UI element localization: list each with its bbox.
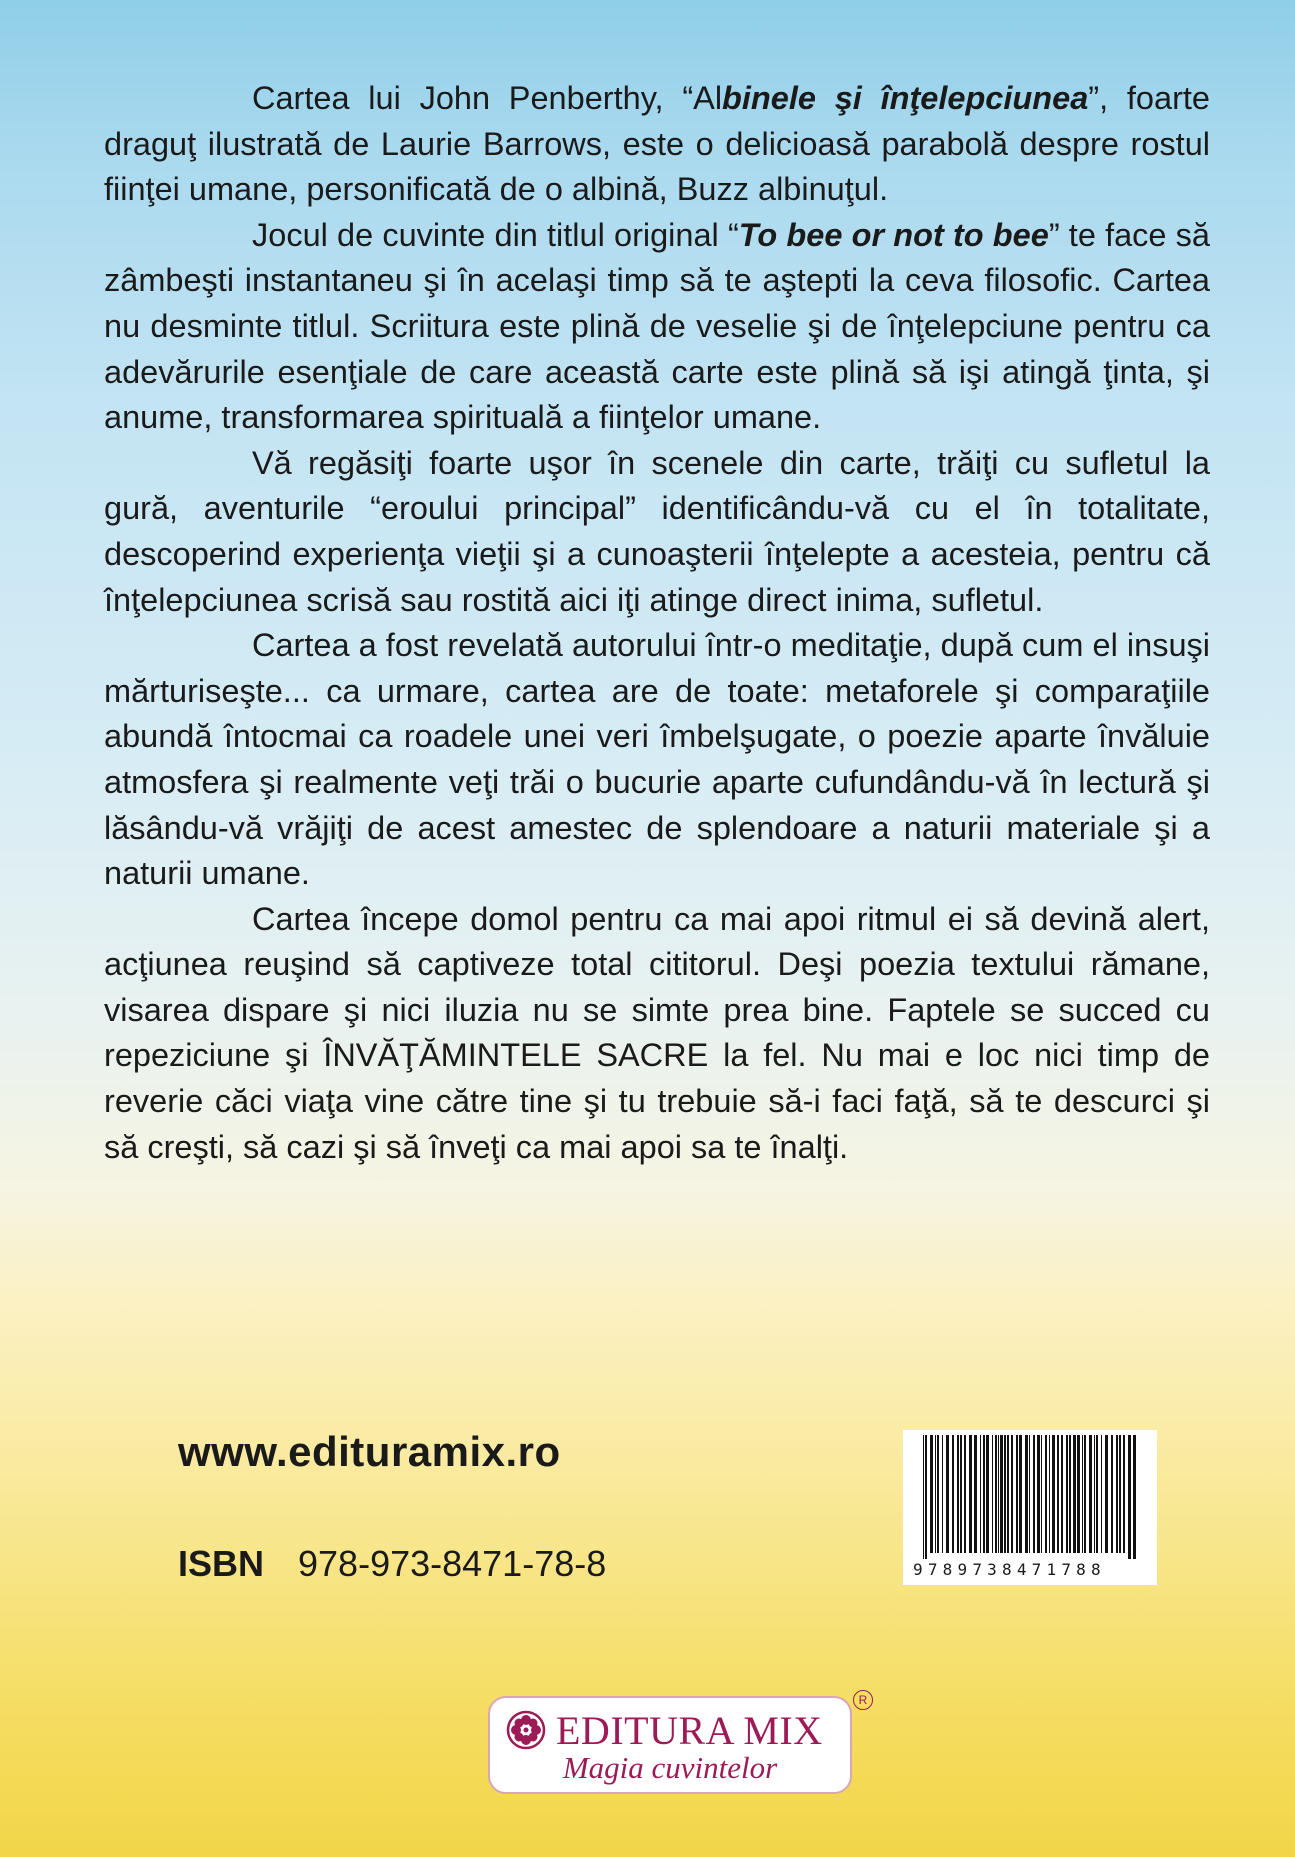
barcode — [903, 1430, 1157, 1585]
barcode-bar — [1089, 1435, 1092, 1553]
barcode-bar — [1029, 1435, 1030, 1553]
barcode-bar — [1000, 1435, 1003, 1553]
barcode-bar — [1052, 1435, 1055, 1553]
barcode-bar — [952, 1435, 954, 1553]
barcode-bar — [942, 1435, 943, 1553]
paragraph: Cartea începe domol pentru ca mai apoi ritmul ei să devină alert, acţiunea reuşind să captiveze total cititorul. Deşi poezia textului rămane, visarea dispare şi nici iluzia nu se simte prea bine. Faptele se succed cu repeziciune şi ÎNVĂŢĂMINTELE SACRE la fel. Nu mai e loc nici timp de reverie căci viaţa vine către tine şi tu trebuie să-i faci faţă, să te descurci şi să creşti, să cazi şi să înveţi ca mai apoi sa te înalţi. — [104, 900, 1210, 1165]
barcode-bar — [1004, 1435, 1006, 1553]
registered-mark: R — [853, 1690, 873, 1710]
paragraph: Vă regăsiţi foarte uşor în scenele din carte, trăiţi cu sufletul la gură, aventurile “eroului principal” identificându-vă cu el în totalitate, descoperind experienţa vieţii şi a cunoaşterii înţelepte a acesteia, pentru că înţelepciunea scrisă sau rostită aici iţi atinge direct inima, sufletul. — [104, 444, 1210, 618]
barcode-bar — [992, 1435, 993, 1553]
barcode-bar — [923, 1435, 924, 1559]
barcode-bar — [957, 1435, 959, 1553]
barcode-bar — [998, 1435, 999, 1553]
isbn — [178, 1543, 606, 1585]
barcode-bar — [1007, 1435, 1009, 1553]
barcode-bar — [1119, 1435, 1121, 1553]
barcode-bar — [960, 1435, 962, 1553]
barcode-bar — [1025, 1435, 1028, 1553]
barcode-bar — [995, 1435, 997, 1553]
barcode-bar — [969, 1435, 972, 1553]
isbn-number: 978-973-8471-78-8 — [298, 1543, 607, 1584]
barcode-bar — [1011, 1435, 1013, 1553]
barcode-digits: 9789738471788 — [913, 1560, 1106, 1579]
publisher-website[interactable]: www.edituramix.ro — [178, 1428, 561, 1475]
barcode-bar — [1069, 1435, 1071, 1553]
barcode-bar — [1116, 1435, 1118, 1553]
publisher-logo — [488, 1696, 852, 1794]
barcode-bar — [1061, 1435, 1063, 1553]
barcode-bar — [946, 1435, 949, 1553]
barcode-bar — [1037, 1435, 1040, 1553]
paragraph: Jocul de cuvinte din titlul original “To bee or not to bee” te face să zâmbeşti instantaneu şi în acelaşi timp să te aştepti la ceva filosofic. Cartea nu desminte titlul. Scriitura este plină de veselie şi de înţelepciune pentru ca adevărurile esenţiale de care această carte este plină să işi atingă ţinta, şi anume, transformarea spirituală a fiinţelor umane. — [104, 216, 1210, 436]
barcode-bar — [930, 1435, 933, 1553]
barcode-bars — [921, 1435, 1139, 1559]
back-cover-text — [104, 76, 1210, 1170]
barcode-bar — [1033, 1435, 1035, 1553]
barcode-bar — [974, 1435, 977, 1553]
barcode-bar — [1019, 1435, 1022, 1553]
barcode-bar — [937, 1435, 939, 1553]
barcode-bar — [1082, 1435, 1083, 1553]
barcode-bar — [1073, 1435, 1076, 1553]
barcode-bar — [925, 1435, 927, 1559]
barcode-bar — [1105, 1435, 1108, 1553]
flower-icon — [506, 1710, 546, 1750]
barcode-bar — [1077, 1435, 1080, 1553]
barcode-bar — [1133, 1435, 1136, 1559]
barcode-bar — [1057, 1435, 1059, 1553]
barcode-bar — [980, 1435, 981, 1553]
paragraph: Cartea a fost revelată autorului într-o meditaţie, după cum el insuşi mărturiseşte... ca urmare, cartea are de toate: metaforele şi comparaţiile abundă întocmai ca roadele unei veri îmbelşugate, o poezie aparte învăluie atmosfera şi realmente veţi trăi o bucurie aparte cufundându-vă în lectură şi lăsându-vă vrăjiţi de acest amestec de splendoare a naturii materiale şi a naturii umane. — [104, 627, 1210, 892]
publisher-name: EDITURA MIX — [556, 1708, 823, 1753]
barcode-bar — [1096, 1435, 1098, 1553]
barcode-bar — [1123, 1435, 1125, 1553]
paragraph: Cartea lui John Penberthy, “Albinele şi înţelepciunea”, foarte draguţ ilustrată de Laurie Barrows, este o delicioasă parabolă despre rostul fiinţei umane, personificată de o albină, Buzz albinuţul. — [104, 80, 1210, 208]
barcode-bar — [935, 1435, 936, 1553]
barcode-bar — [986, 1435, 989, 1553]
barcode-bar — [983, 1435, 985, 1553]
barcode-bar — [1041, 1435, 1042, 1553]
barcode-bar — [1045, 1435, 1047, 1553]
barcode-bar — [1101, 1435, 1102, 1553]
publisher-tagline: Magia cuvintelor — [562, 1750, 778, 1785]
barcode-bar — [1066, 1435, 1068, 1553]
barcode-bar — [1128, 1435, 1131, 1559]
barcode-bar — [964, 1435, 966, 1553]
barcode-bar — [1094, 1435, 1095, 1553]
barcode-bar — [1049, 1435, 1050, 1553]
barcode-bar — [1111, 1435, 1113, 1553]
barcode-bar — [1084, 1435, 1086, 1553]
barcode-bar — [1016, 1435, 1018, 1553]
isbn-label: ISBN — [178, 1543, 265, 1584]
